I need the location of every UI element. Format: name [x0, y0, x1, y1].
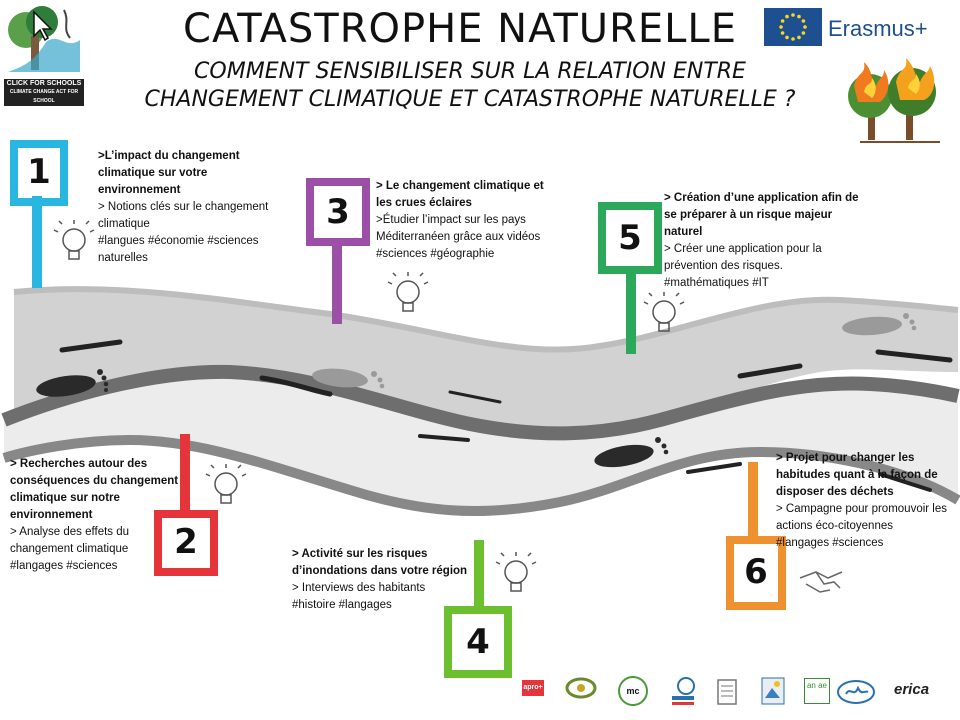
- partner-logo: [564, 676, 598, 700]
- step-line: >Étudier l’impact sur les pays Méditerranéen grâce aux vidéos: [376, 214, 541, 243]
- step-4-text: [292, 546, 474, 614]
- lightbulb-icon: [496, 552, 536, 591]
- step-title: > Projet pour changer les habitudes quant à la façon de disposer des déchets: [776, 452, 938, 498]
- step-title: > Recherches autour des conséquences du changement climatique sur notre environnement: [10, 458, 179, 521]
- partner-logo: mc: [618, 676, 648, 706]
- subtitle-line-1: COMMENT SENSIBILISER SUR LA RELATION ENTRE: [194, 59, 746, 84]
- partner-logo: [712, 676, 742, 708]
- lightbulb-icon: [54, 220, 94, 259]
- partner-logo: [760, 676, 786, 708]
- partner-logo: an ae: [804, 678, 830, 704]
- step-title: > Activité sur les risques d’inondations dans votre région: [292, 548, 468, 577]
- step-line: > Campagne pour promouvoir les actions éco-citoyennes: [776, 503, 947, 532]
- partner-logos: [522, 676, 954, 712]
- step-title: >L’impact du changement climatique sur votre environnement: [98, 150, 240, 196]
- partner-logo: erica: [894, 681, 930, 698]
- sign-number-5: 5: [618, 218, 642, 258]
- lightbulb-icon: [206, 464, 246, 503]
- lightbulb-icon: [388, 272, 428, 311]
- lightbulb-icon: [644, 292, 684, 331]
- partner-logo: apro+: [522, 680, 544, 696]
- handshake-icon: [800, 572, 842, 592]
- step-line: > Créer une application pour la prévention des risques.: [664, 243, 822, 272]
- step-line: #langages #sciences: [776, 537, 884, 549]
- step-6-text: [776, 450, 958, 552]
- step-title: > Le changement climatique et les crues éclaires: [376, 180, 544, 209]
- subtitle-line-2: CHANGEMENT CLIMATIQUE ET CATASTROPHE NATURELLE ?: [144, 87, 796, 112]
- sign-number-6: 6: [744, 552, 768, 592]
- step-line: #langages #sciences: [10, 560, 118, 572]
- step-line: > Interviews des habitants: [292, 582, 426, 594]
- logo-text-1: CLICK FOR SCHOOLS: [6, 80, 82, 87]
- page-title: CATASTROPHE NATURELLE: [183, 6, 737, 52]
- step-line: #histoire #langages: [292, 599, 392, 611]
- sign-number-4: 4: [466, 622, 490, 662]
- step-line: > Notions clés sur le changement climatique: [98, 201, 269, 230]
- partner-logo: [668, 676, 698, 708]
- step-3-text: [376, 178, 558, 263]
- step-1-text: [98, 148, 284, 267]
- partner-logo: [836, 678, 876, 706]
- sign-number-3: 3: [326, 192, 350, 232]
- step-title: > Création d’une application afin de se préparer à un risque majeur naturel: [664, 192, 859, 238]
- erasmus-label: Erasmus+: [828, 16, 928, 41]
- step-line: #mathématiques #IT: [664, 277, 769, 289]
- step-line: #sciences #géographie: [376, 248, 495, 260]
- step-line: #langues #économie #sciences naturelles: [98, 235, 259, 264]
- sign-number-2: 2: [174, 522, 198, 562]
- step-2-text: [10, 456, 182, 575]
- sign-number-1: 1: [27, 152, 51, 192]
- step-5-text: [664, 190, 866, 292]
- logo-text-2: CLIMATE CHANGE ACT FOR SCHOOL: [9, 89, 79, 104]
- step-line: > Analyse des effets du changement climatique: [10, 526, 130, 555]
